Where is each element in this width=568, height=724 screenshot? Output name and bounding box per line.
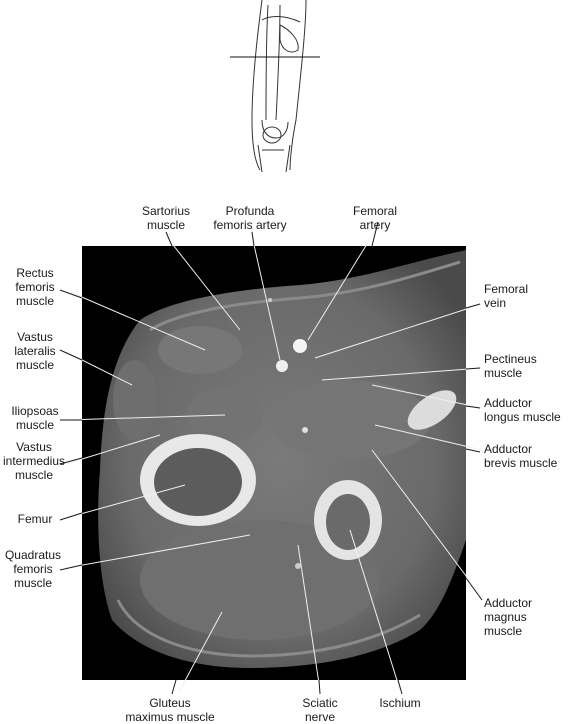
label-iliopsoas: Iliopsoas muscle [11,404,59,432]
label-adductor-longus: Adductor longus muscle [484,396,561,424]
label-vastus-intermedius: Vastus intermedius muscle [2,440,66,482]
label-vastus-lateralis: Vastus lateralis muscle [14,330,56,372]
label-sartorius: Sartorius muscle [141,204,191,232]
label-adductor-magnus: Adductor magnus muscle [484,596,533,638]
leg-diagram-icon [230,0,320,172]
label-ischium: Ischium [379,696,421,710]
label-sciatic-nerve: Sciatic nerve [302,696,338,724]
label-adductor-brevis: Adductor brevis muscle [484,442,558,470]
ct-scan-image [98,250,466,668]
label-femoral-artery: Femoral artery [352,204,397,232]
label-femur: Femur [17,512,53,526]
label-rectus-femoris: Rectus femoris muscle [15,266,55,308]
label-quadratus-femoris: Quadratus femoris muscle [4,548,62,590]
label-profunda: Profunda femoris artery [213,204,287,232]
label-gluteus-maximus: Gluteus maximus muscle [125,696,215,724]
label-pectineus: Pectineus muscle [484,352,537,380]
label-femoral-vein: Femoral vein [484,282,529,310]
